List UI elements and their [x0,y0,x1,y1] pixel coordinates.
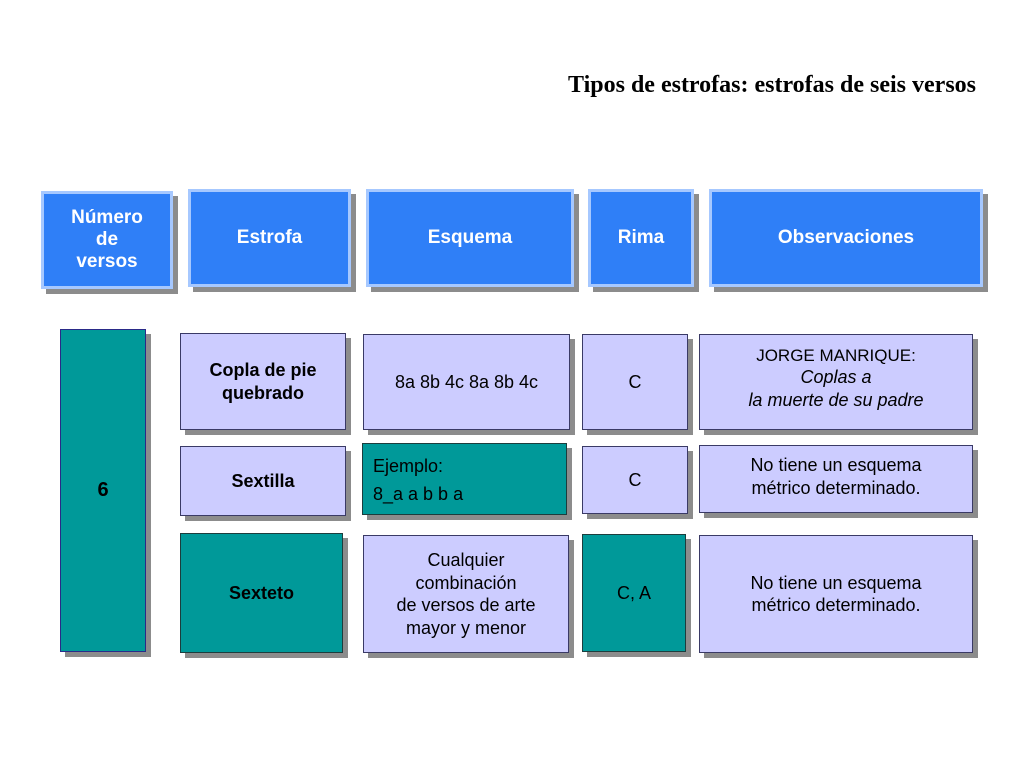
row3-esquema-line-3: de versos de arte [396,595,536,615]
row2-esquema [362,443,567,515]
row3-observaciones [699,535,973,653]
row2-observaciones [699,445,973,513]
header-rima-label: Rima [617,227,665,249]
row3-rima [582,534,686,652]
row1-obs-work-line-1: Coplas a [800,367,872,388]
row1-obs-work-line-2: la muerte de su padre [748,389,924,410]
row2-esquema-line-1: Ejemplo: [373,456,444,476]
row3-obs-line-1: No tiene un esquema [750,572,922,593]
row3-rima-text: C, A [616,582,651,603]
row2-rima [582,446,688,514]
row1-estrofa-line-2: quebrado [221,382,304,403]
header-observaciones-label: Observaciones [777,227,915,249]
row1-rima-text: C [628,371,642,392]
row3-obs-line-2: métrico determinado. [751,595,921,615]
row2-estrofa-text: Sextilla [231,470,295,491]
row3-esquema-line-1: Cualquier [427,550,505,570]
numero-cell [60,329,146,652]
row1-estrofa-line-1: Copla de pie [209,360,317,380]
row1-esquema [363,334,570,430]
header-estrofa [188,189,351,287]
header-observaciones [709,189,983,287]
row1-esquema-text: 8a 8b 4c 8a 8b 4c [394,371,539,392]
row3-estrofa [180,533,343,653]
header-esquema-label: Esquema [427,227,513,249]
row3-esquema-line-4: mayor y menor [405,617,527,638]
header-esquema [366,189,574,287]
header-numero-line-1: Número [71,207,143,229]
header-numero-line-2: de [95,229,119,251]
row3-esquema [363,535,569,653]
row1-rima [582,334,688,430]
page-title: Tipos de estrofas: estrofas de seis versos [568,72,976,98]
row1-estrofa [180,333,346,430]
header-estrofa-label: Estrofa [236,227,303,249]
header-rima [588,189,694,287]
row1-observaciones [699,334,973,430]
row2-rima-text: C [628,470,642,490]
row1-obs-author: JORGE MANRIQUE: [756,346,916,365]
row2-obs-line-2: métrico determinado. [751,477,921,498]
header-numero-de-versos [41,191,173,289]
row2-esquema-line-2: 8_a a b b a [373,483,464,504]
row2-estrofa [180,446,346,516]
row3-estrofa-text: Sexteto [228,582,295,603]
header-numero-line-3: versos [76,250,138,272]
numero-value: 6 [97,479,109,501]
row3-esquema-line-2: combinación [415,572,517,593]
row2-obs-line-1: No tiene un esquema [750,455,922,475]
